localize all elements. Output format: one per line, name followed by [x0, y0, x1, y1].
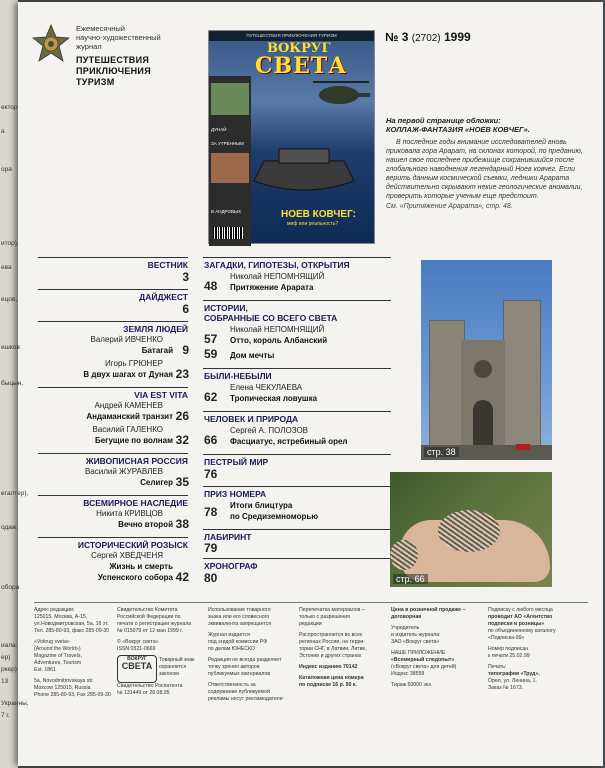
caption-title-1: На первой странице обложки:	[386, 116, 501, 125]
page-number: 32	[175, 433, 189, 447]
margin-fragment: 7 г.	[1, 712, 10, 719]
footer-text: знака или его словесного	[208, 614, 270, 620]
section-chelovek: ЧЕЛОВЕК И ПРИРОДА	[204, 414, 299, 424]
hedgehog-second	[390, 540, 418, 570]
margin-fragment: ешков	[1, 344, 20, 351]
page-number: 38	[175, 517, 189, 531]
footer-text: № 131449 от 28.08.95	[117, 690, 170, 696]
footer-text: НАШЕ ПРИЛОЖЕНИЕ	[391, 650, 446, 656]
footer-trademark	[117, 653, 205, 683]
footer-text: Moscow 125015, Russia	[34, 685, 91, 691]
footer-text: Каталожная цена номера	[299, 675, 364, 681]
page-number: 59	[204, 347, 218, 361]
footer-text: 125015, Москва, А-15,	[34, 614, 88, 620]
article-title: Жизнь и смерть	[109, 562, 173, 571]
page-number: 57	[204, 332, 218, 346]
footer-col-distribution	[299, 607, 387, 689]
footer-text: проводит АО «Агентство	[488, 614, 553, 620]
footer-text: Ответственность за	[208, 682, 256, 688]
article-title: Итоги блицтура	[230, 501, 293, 510]
footer-text: ISSN 0321-0669	[117, 646, 156, 652]
footer-text: по делам ЮНЕСКО	[208, 646, 255, 652]
footer-text: печати о регистрации журнала	[117, 621, 192, 627]
footer-col-address	[34, 607, 114, 699]
cover-side-photo-1	[211, 83, 249, 115]
footer-text: Тираж 50000 экз.	[391, 682, 433, 688]
cover-side-photo-2	[211, 153, 249, 183]
rule	[38, 257, 188, 258]
rule	[38, 495, 188, 496]
footer-text: Индекс 38558	[391, 671, 425, 677]
footer-text: подписки и розницы»	[488, 621, 545, 627]
footer-text: Phone 285-80-93, Fax 285-09-30	[34, 692, 111, 698]
masthead-title-1: ПУТЕШЕСТВИЯ	[76, 55, 150, 65]
issue-number	[385, 30, 471, 44]
page-number: 3	[182, 270, 189, 284]
masthead	[76, 24, 161, 88]
article-title: Тропическая ловушка	[230, 394, 318, 403]
cover-side-label-2: ЗА УТРЕННЫМ	[211, 141, 244, 146]
rule	[203, 529, 391, 530]
footer-text: только с разрешения	[299, 614, 350, 620]
footer-text: Тел. 285-80-93, факс 285-09-30	[34, 628, 110, 634]
footer-text: 5a, Novodmitrovskaya str.	[34, 678, 94, 684]
page-number: 76	[204, 467, 218, 481]
footer-text: тории СНГ, в Латвии, Литве,	[299, 646, 367, 652]
cover-logo-top: ВОКРУГ	[267, 41, 331, 56]
rule	[38, 453, 188, 454]
footer-text: Распространяется во всех	[299, 632, 363, 638]
cathedral-left-tower	[429, 320, 465, 452]
section-istoricheskiy: ИСТОРИЧЕСКИЙ РОЗЫСК	[77, 540, 188, 550]
rule	[203, 257, 391, 258]
caption-ref: См. «Притяжение Арарата», стр. 48.	[386, 203, 513, 210]
margin-fragment: ркер)	[1, 666, 17, 673]
article-title: Фасциатус, ястребиный орел	[230, 437, 348, 446]
masthead-subtitle-2: научно-художественный	[76, 33, 161, 42]
cover-side-label-3: В АНДРОВЫХ	[211, 209, 241, 214]
author: Сергей ХВЕДЧЕНЯ	[91, 551, 163, 560]
footer-logo-bottom: СВЕТА	[121, 661, 153, 671]
page-number: 9	[182, 343, 189, 357]
left-margin	[0, 0, 29, 768]
rule	[203, 454, 391, 455]
cover-side-label-1: ДУНАЙ	[211, 127, 227, 132]
article-title: Вечно второй	[118, 520, 173, 529]
section-labirint: ЛАБИРИНТ	[204, 532, 252, 542]
author: Сергей А. ПОЛОЗОВ	[230, 426, 308, 435]
author: Василий ГАЛЕНКО	[92, 425, 163, 434]
page-number: 62	[204, 390, 218, 404]
page-number: 23	[175, 367, 189, 381]
footer-text: к печати 25.02.99	[488, 653, 530, 659]
footer-trademark-text	[159, 657, 194, 678]
footer-col-subscription	[488, 607, 588, 692]
section-vestnik: ВЕСТНИК	[147, 260, 188, 270]
article-title: Андаманский транзит	[86, 412, 173, 421]
margin-fragment: итор),	[1, 240, 19, 247]
masthead-subtitle-3: журнал	[76, 42, 102, 51]
page-number: 26	[175, 409, 189, 423]
page-number: 42	[175, 570, 189, 584]
footer-text: рекламы несут рекламодатели	[208, 696, 283, 702]
cover-thumbnail	[208, 30, 375, 244]
section-chronograph: ХРОНОГРАФ	[204, 561, 258, 571]
footer-text: «Vokrug sveta»	[34, 639, 70, 645]
margin-fragment: ора	[1, 166, 12, 173]
footer-text: Редакция не всегда разделяет	[208, 657, 282, 663]
footer-col-usage	[208, 607, 296, 703]
footer-text: договорная	[391, 614, 422, 620]
rule	[203, 411, 391, 412]
caption-title-2: КОЛЛАЖ-ФАНТАЗИЯ «НОЕВ КОВЧЕГ».	[386, 125, 530, 134]
issue-label: № 3	[385, 30, 409, 44]
margin-fragment: ер)	[1, 654, 11, 661]
footer-text: Magazine of Travels,	[34, 653, 82, 659]
footer-logo-top: ВОКРУГ	[127, 656, 147, 662]
footer-text: Цена в розничной продаже –	[391, 607, 466, 613]
footer-col-registration	[117, 607, 205, 697]
section-zhivopisnaya: ЖИВОПИСНАЯ РОССИЯ	[85, 456, 188, 466]
footer-text: эквивалента запрещается	[208, 621, 272, 627]
hedgehog-photo	[390, 472, 552, 587]
article-title: Дом мечты	[230, 351, 275, 360]
page-number: 80	[204, 571, 218, 585]
section-istorii: ИСТОРИИ,	[204, 303, 248, 313]
footer-text: Учредитель	[391, 625, 420, 631]
rule	[203, 486, 391, 487]
footer-text: под эгидой комиссии РФ	[208, 639, 268, 645]
car	[516, 444, 530, 450]
margin-fragment: Украины,	[1, 700, 29, 707]
page-number: 35	[175, 475, 189, 489]
margin-fragment: ецов,	[1, 296, 18, 303]
article-title: Селигер	[140, 478, 173, 487]
cover-logo-bottom: СВЕТА	[255, 53, 348, 79]
section-vsemirnoe: ВСЕМИРНОЕ НАСЛЕДИЕ	[83, 498, 188, 508]
footer-text: Печать:	[488, 664, 507, 670]
section-zemlya: ЗЕМЛЯ ЛЮДЕЙ	[123, 324, 188, 334]
footer-text: Адрес редакции:	[34, 607, 75, 613]
page-number: 78	[204, 505, 218, 519]
footer-text: редакции	[299, 621, 322, 627]
footer-text: содержание публикуемой	[208, 689, 270, 695]
rule	[38, 289, 188, 290]
footer-text: охраняется	[159, 664, 187, 670]
rule	[38, 387, 188, 388]
section-zagadki: ЗАГАДКИ, ГИПОТЕЗЫ, ОТКРЫТИЯ	[204, 260, 350, 270]
footer-text: по объединенному каталогу	[488, 628, 556, 634]
footer-text: Индекс изданию 70142	[299, 664, 358, 670]
margin-fragment: одаж:	[1, 524, 19, 531]
footer-text: и издатель журнала:	[391, 632, 441, 638]
masthead-title-3: ТУРИЗМ	[76, 77, 115, 87]
footer-text: «Подписка-99»	[488, 635, 525, 641]
helicopter-icon	[309, 71, 371, 111]
caption-text: В последние годы внимание исследователей вновь приковала гора Арарат, на склонах которой, по преданию, нашел свое последнее прибежище сохранившийся после глобального наводнения легендарный Ноев ковчег. Если верить данным космической съемки, ледники Арарата действительно скрывают некие геологические аномалии, проверить которые ученым еще предстоит.	[386, 139, 583, 200]
footer-text: регионах России, на терри-	[299, 639, 366, 645]
margin-fragment: а	[1, 128, 5, 135]
section-priz: ПРИЗ НОМЕРА	[204, 489, 267, 499]
page-number: 66	[204, 433, 218, 447]
footer-text: Перепечатка материалов –	[299, 607, 365, 613]
article-title: Бегущие по волнам	[94, 436, 173, 445]
margin-fragment: егалтер),	[1, 490, 29, 497]
rule	[203, 300, 391, 301]
author: Валерий ИВЧЕНКО	[90, 335, 163, 344]
cover-headline-sub: миф или реальность?	[287, 221, 339, 227]
hedgehog-page-label: стр. 66	[393, 574, 428, 584]
author: Андрей КАМЕНЕВ	[94, 401, 163, 410]
author: Елена ЧЕКУЛАЕВА	[230, 383, 303, 392]
margin-fragment: быцын,	[1, 380, 24, 387]
footer-text: по подписке 16 р. 50 к.	[299, 682, 357, 688]
author: Василий ЖУРАВЛЕВ	[84, 467, 163, 476]
cover-caption	[386, 116, 598, 210]
article-title: Притяжение Арарата	[230, 283, 314, 292]
section-digest: ДАЙДЖЕСТ	[139, 292, 188, 302]
footer-text: («Вокруг света» для детей)	[391, 664, 457, 670]
author: Никита КРИВЦОВ	[96, 509, 163, 518]
page-number: 48	[204, 279, 218, 293]
footer-col-publisher	[391, 607, 483, 689]
article-title: Батагай	[141, 346, 173, 355]
section-via-est-vita: VIA EST VITA	[134, 390, 188, 400]
footer-text: ул.Новодмитровская, 5а, 16 эт.	[34, 621, 109, 627]
emblem-icon	[32, 24, 70, 64]
footer-text: Номер подписан	[488, 646, 529, 652]
cathedral-portal	[473, 400, 493, 450]
footer-logo	[117, 655, 157, 683]
footer-text: точку зрения авторов	[208, 664, 260, 670]
ark-icon	[249, 141, 359, 201]
footer-text: Свидетельство Роспатента	[117, 683, 183, 689]
cathedral-photo	[421, 260, 552, 460]
rule	[203, 558, 391, 559]
issue-total: (2702)	[411, 33, 441, 44]
cathedral-page-label: стр. 38	[424, 447, 459, 457]
section-pestry: ПЕСТРЫЙ МИР	[204, 457, 269, 467]
footer-text: Свидетельство Комитета	[117, 607, 178, 613]
masthead-title-2: ПРИКЛЮЧЕНИЯ	[76, 66, 151, 76]
page-number: 79	[204, 541, 218, 555]
author: Николай НЕПОМНЯЩИЙ	[230, 272, 325, 281]
masthead-subtitle-1: Ежемесячный	[76, 24, 125, 33]
footer-text: Российской Федерации по	[117, 614, 181, 620]
footer-text: Товарный знак	[159, 657, 195, 663]
footer-text: Эстонии и других странах	[299, 653, 362, 659]
author: Игорь ГРЮНЕР	[105, 359, 163, 368]
rose-window	[474, 360, 492, 378]
issue-year: 1999	[443, 30, 471, 44]
cover-headline: НОЕВ КОВЧЕГ:	[281, 209, 356, 220]
cathedral-right-tower	[503, 300, 541, 452]
footer-text: «Всемирный следопыт»	[391, 657, 455, 663]
footer-text: Подписку с любого месяца	[488, 607, 553, 613]
article-title-line2: Успенского собора	[97, 573, 173, 582]
page-number: 6	[182, 302, 189, 316]
rule	[203, 368, 391, 369]
footer-text: типография «Труд»,	[488, 671, 540, 677]
footer-text: (Around the World»)	[34, 646, 81, 652]
margin-fragment: 13	[1, 678, 9, 685]
rule	[38, 537, 188, 538]
margin-fragment: обора	[1, 584, 20, 591]
footer-text: ЗАО «Вокруг света»	[391, 639, 440, 645]
section-byli: БЫЛИ-НЕБЫЛИ	[204, 371, 272, 381]
article-title: Отто, король Албанский	[230, 336, 328, 345]
footer-text: Журнал издается	[208, 632, 250, 638]
magazine-page	[18, 2, 603, 766]
footer-text: № 015079 от 12 мая 1999 г.	[117, 628, 183, 634]
cover-top-strip: ПУТЕШЕСТВИЯ ПРИКЛЮЧЕНИЯ ТУРИЗМ	[209, 31, 374, 41]
barcode-icon	[213, 227, 243, 239]
rule	[38, 321, 188, 322]
section-istorii-line2: СОБРАННЫЕ СО ВСЕГО СВЕТА	[204, 313, 338, 323]
hedgehog	[438, 510, 500, 552]
margin-fragment: ектор	[1, 104, 18, 111]
footer-text: Заказ № 1673.	[488, 685, 524, 691]
footer-text: Adventures, Tourism	[34, 660, 82, 666]
footer-rule	[34, 602, 588, 603]
footer-text: Est. 1861	[34, 667, 56, 673]
margin-fragment: ева	[1, 264, 12, 271]
author: Николай НЕПОМНЯЩИЙ	[230, 325, 325, 334]
footer-text: публикуемых материалов	[208, 671, 271, 677]
footer-text: © «Вокруг света»	[117, 639, 159, 645]
margin-fragment: иала:	[1, 642, 18, 649]
footer-text: законом	[159, 671, 179, 677]
article-title-line2: по Средиземноморью	[230, 512, 319, 521]
article-title: В двух шагах от Дуная	[83, 370, 173, 379]
footer-text: Орел, ул. Ленина, 1.	[488, 678, 537, 684]
footer-text: Использование товарного	[208, 607, 271, 613]
